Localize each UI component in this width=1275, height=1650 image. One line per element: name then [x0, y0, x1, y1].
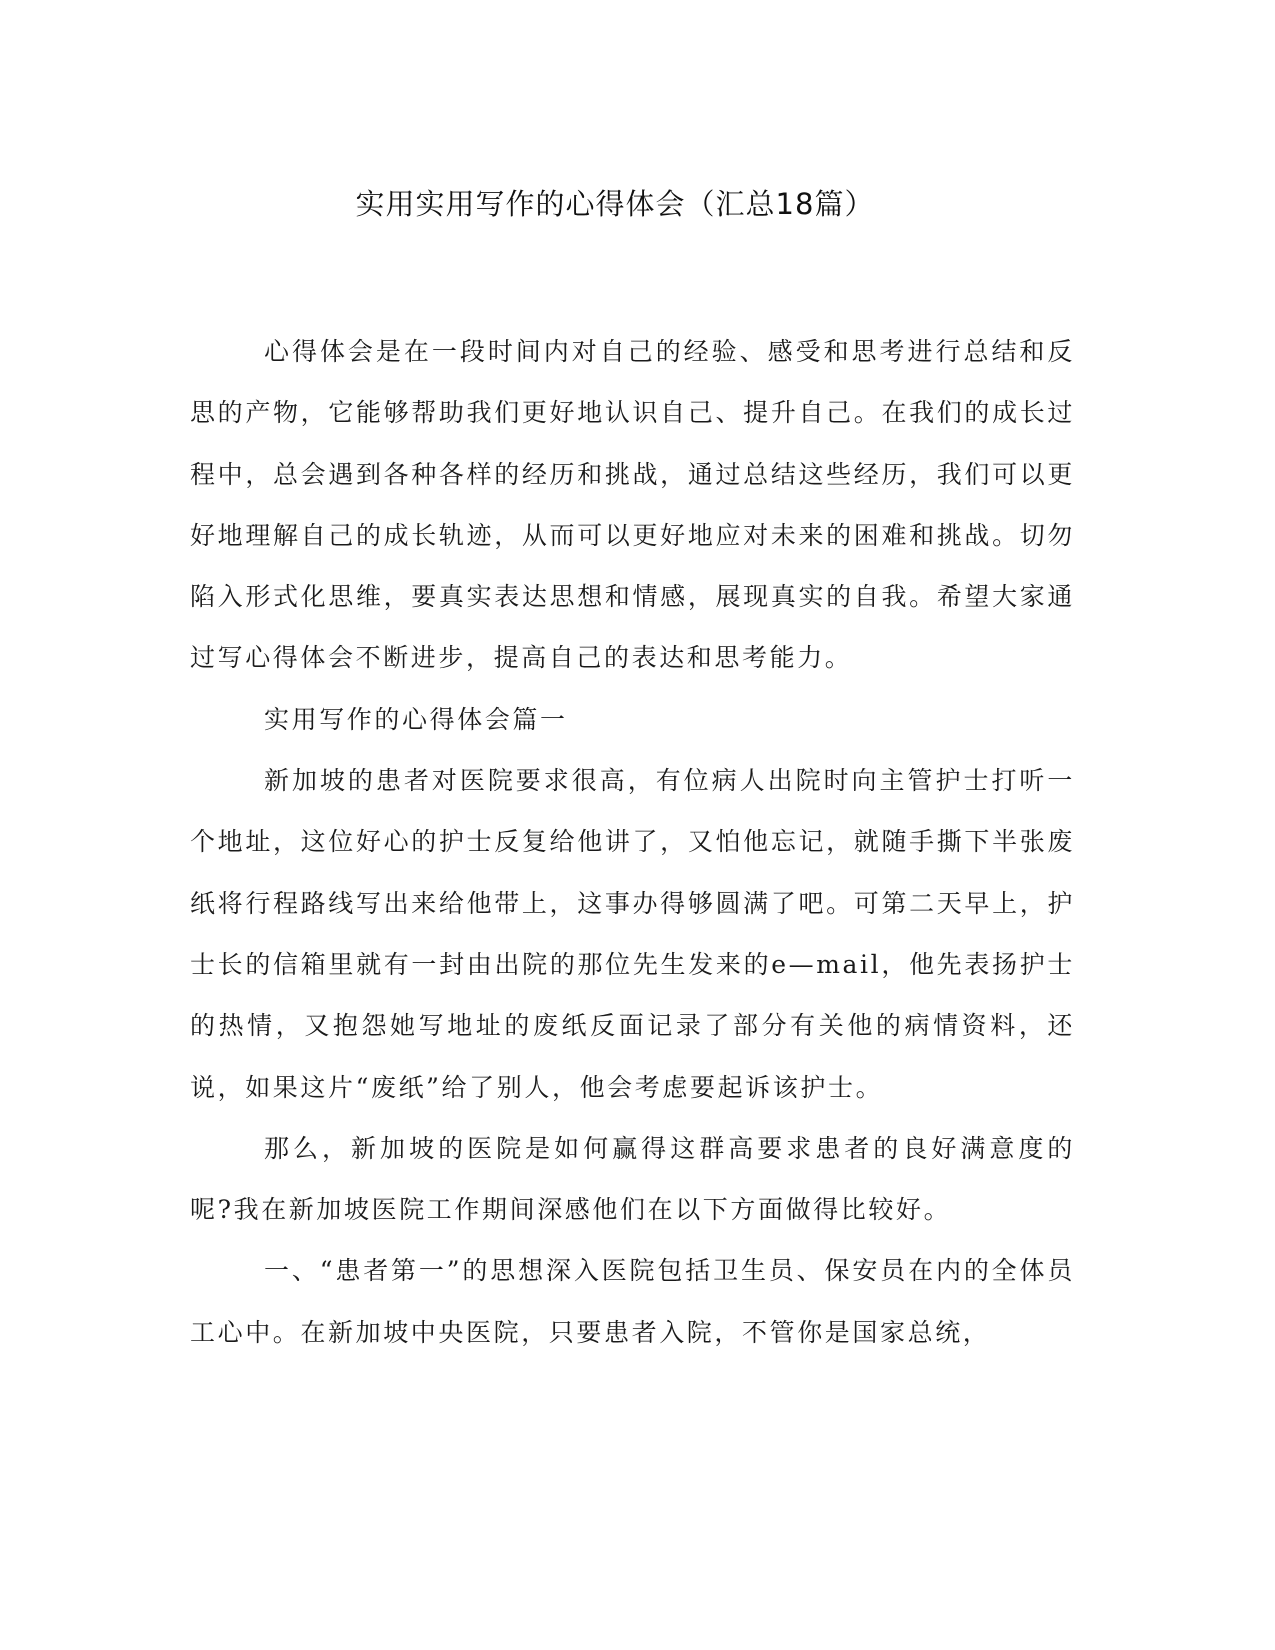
- body-paragraph: 那么，新加坡的医院是如何赢得这群高要求患者的良好满意度的呢?我在新加坡医院工作期间深感他们在以下方面做得比较好。: [190, 1133, 1075, 1225]
- body-paragraph: 一、“患者第一”的思想深入医院包括卫生员、保安员在内的全体员工心中。在新加坡中央医院，只要患者入院，不管你是国家总统，: [190, 1256, 1075, 1347]
- document-body: [190, 321, 1075, 1363]
- section-heading: 实用写作的心得体会篇一: [264, 704, 568, 734]
- intro-paragraph: 心得体会是在一段时间内对自己的经验、感受和思考进行总结和反思的产物，它能够帮助我们更好地认识自己、提升自己。在我们的成长过程中，总会遇到各种各样的经历和挑战，通过总结这些经历，我们可以更好地理解自己的成长轨迹，从而可以更好地应对未来的困难和挑战。切勿陷入形式化思维，要真实表达思想和情感，展现真实的自我。希望大家通过写心得体会不断进步，提高自己的表达和思考能力。: [190, 337, 1075, 673]
- body-paragraph: 新加坡的患者对医院要求很高，有位病人出院时向主管护士打听一个地址，这位好心的护士反复给他讲了，又怕他忘记，就随手撕下半张废纸将行程路线写出来给他带上，这事办得够圆满了吧。可第二天早上，护士长的信箱里就有一封由出院的那位先生发来的e—mail，他先表扬护士的热情，又抱怨她写地址的废纸反面记录了部分有关他的病情资料，还说，如果这片“废纸”给了别人，他会考虑要起诉该护士。: [190, 766, 1075, 1102]
- document-title: 实用实用写作的心得体会（汇总18篇）: [355, 187, 875, 221]
